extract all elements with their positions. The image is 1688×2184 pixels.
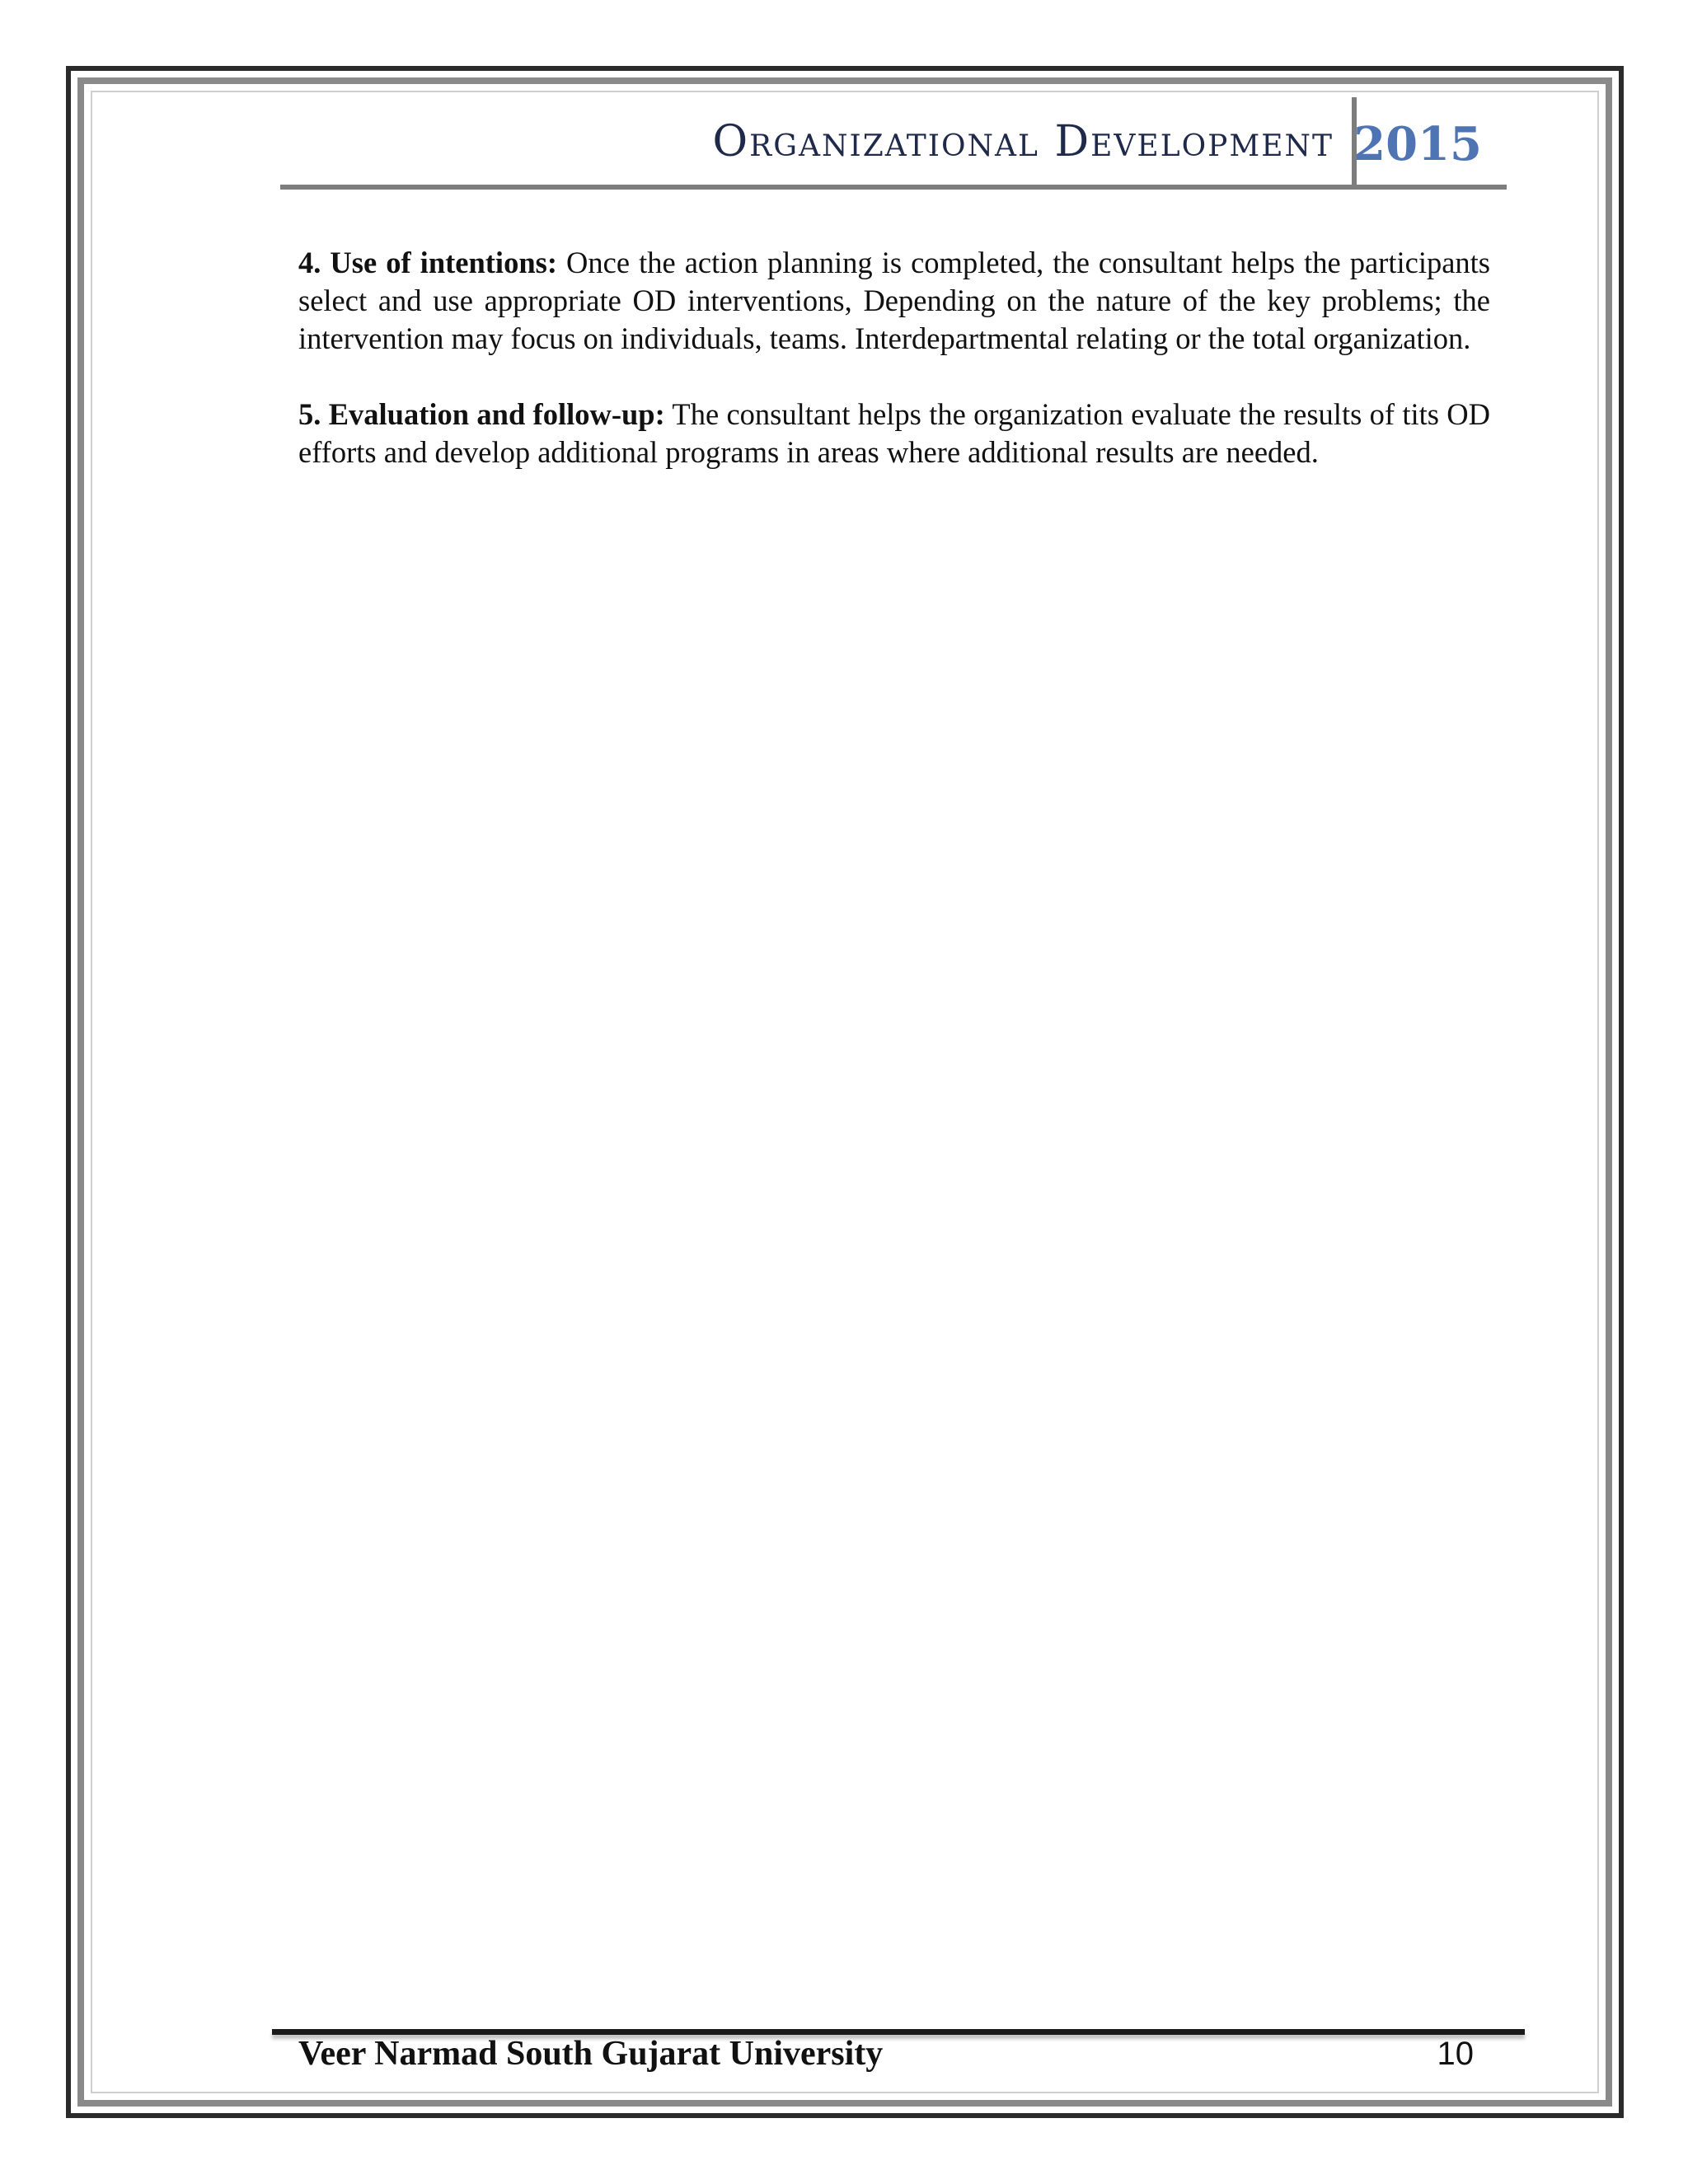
header-year: 2015 <box>1353 117 1482 171</box>
document-body <box>298 244 1490 509</box>
paragraph-text: The consultant helps the organization evaluate the results of tits OD efforts and develop additional programs in areas where additional results are needed. <box>298 397 1490 469</box>
footer-university: Veer Narmad South Gujarat University <box>298 2035 884 2073</box>
header-title: Organizational Development <box>712 117 1334 166</box>
paragraph-use-of-intentions <box>298 244 1490 358</box>
paragraph-heading: 5. Evaluation and follow-up: <box>298 397 665 431</box>
page-number: 10 <box>1437 2036 1474 2072</box>
page-header <box>280 97 1507 190</box>
paragraph-heading: 4. Use of intentions: <box>298 246 557 279</box>
header-rule <box>280 185 1507 190</box>
paragraph-evaluation-follow-up <box>298 396 1490 471</box>
paragraph-text: Once the action planning is completed, the consultant helps the participants select and use appropriate OD interventions, Depending on the nature of the key problems; the intervention may focus on individuals, teams. Interdepartmental relating or the total organization. <box>298 246 1491 355</box>
